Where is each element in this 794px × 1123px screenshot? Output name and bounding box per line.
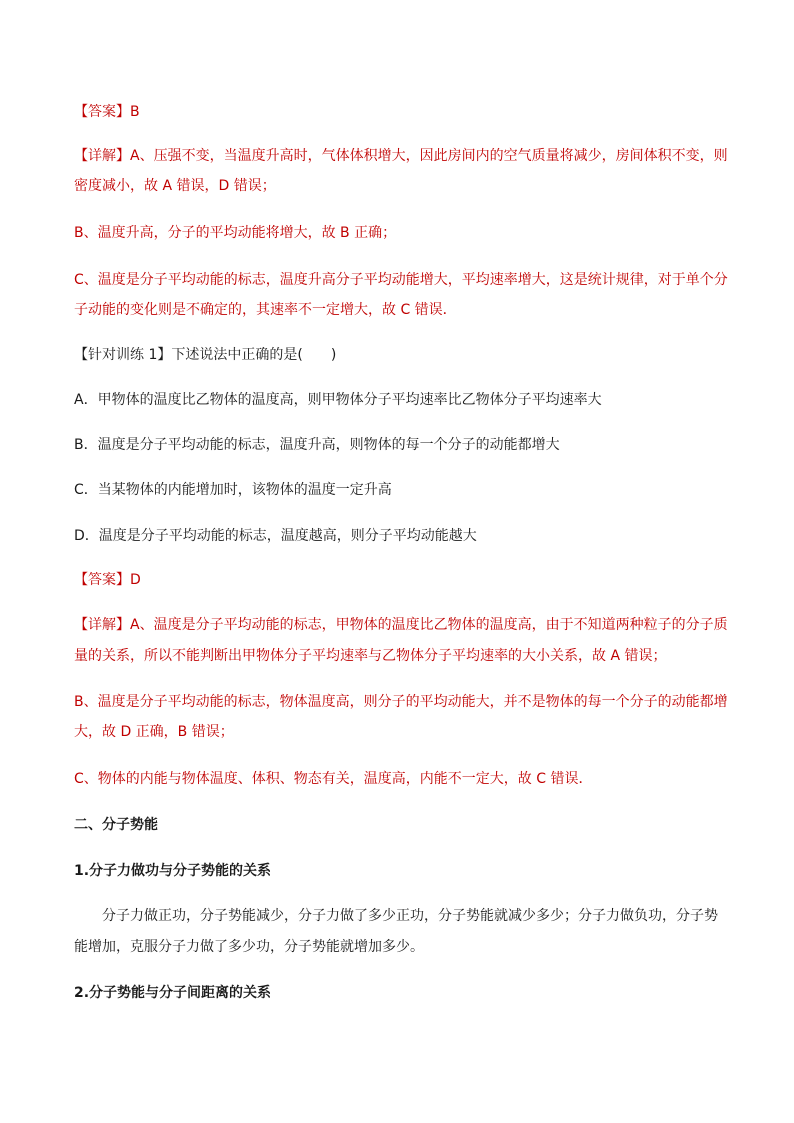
detail-2-b-line-1: B、温度是分子平均动能的标志，物体温度高，则分子的平均动能大，并不是物体的每一个分子的动能都增 [74,694,728,710]
subheading-2: 2.分子势能与分子间距离的关系 [74,985,272,1001]
detail-1-c-line-2: 子动能的变化则是不确定的，其速率不一定增大，故 C 错误． [74,302,457,318]
paragraph-line-1: 分子力做正功，分子势能减少，分子力做了多少正功，分子势能就减少多少；分子力做负功，分子势 [102,908,718,924]
answer-label-1: 【答案】B [74,104,140,120]
section-heading: 二、分子势能 [74,817,158,833]
detail-1-line-1: 【详解】A、压强不变，当温度升高时，气体体积增大，因此房间内的空气质量将减少，房间体积不变，则 [74,148,728,164]
option-a: A．甲物体的温度比乙物体的温度高，则甲物体分子平均速率比乙物体分子平均速率大 [74,392,602,408]
detail-2-line-1: 【详解】A、温度是分子平均动能的标志，甲物体的温度比乙物体的温度高，由于不知道两种粒子的分子质 [74,617,728,633]
subheading-1: 1.分子力做功与分子势能的关系 [74,863,272,879]
paragraph-line-2: 能增加，克服分子力做了多少功，分子势能就增加多少。 [74,939,424,955]
option-c: C．当某物体的内能增加时，该物体的温度一定升高 [74,482,392,498]
detail-1-line-2: 密度减小，故 A 错误，D 错误； [74,178,276,194]
detail-2-line-2: 量的关系，所以不能判断出甲物体分子平均速率与乙物体分子平均速率的大小关系，故 A 错误； [74,648,667,664]
detail-2-c: C、物体的内能与物体温度、体积、物态有关，温度高，内能不一定大，故 C 错误． [74,771,593,787]
detail-1-c-line-1: C、温度是分子平均动能的标志，温度升高分子平均动能增大，平均速率增大，这是统计规律，对于单个分 [74,272,728,288]
answer-label-2: 【答案】D [74,572,141,588]
detail-2-b-line-2: 大，故 D 正确，B 错误； [74,724,234,740]
option-d: D．温度是分子平均动能的标志，温度越高，则分子平均动能越大 [74,528,477,544]
option-b: B．温度是分子平均动能的标志，温度升高，则物体的每一个分子的动能都增大 [74,437,560,453]
detail-1-b: B、温度升高，分子的平均动能将增大，故 B 正确； [74,225,397,241]
question-stem: 【针对训练 1】下述说法中正确的是( ) [74,347,337,363]
